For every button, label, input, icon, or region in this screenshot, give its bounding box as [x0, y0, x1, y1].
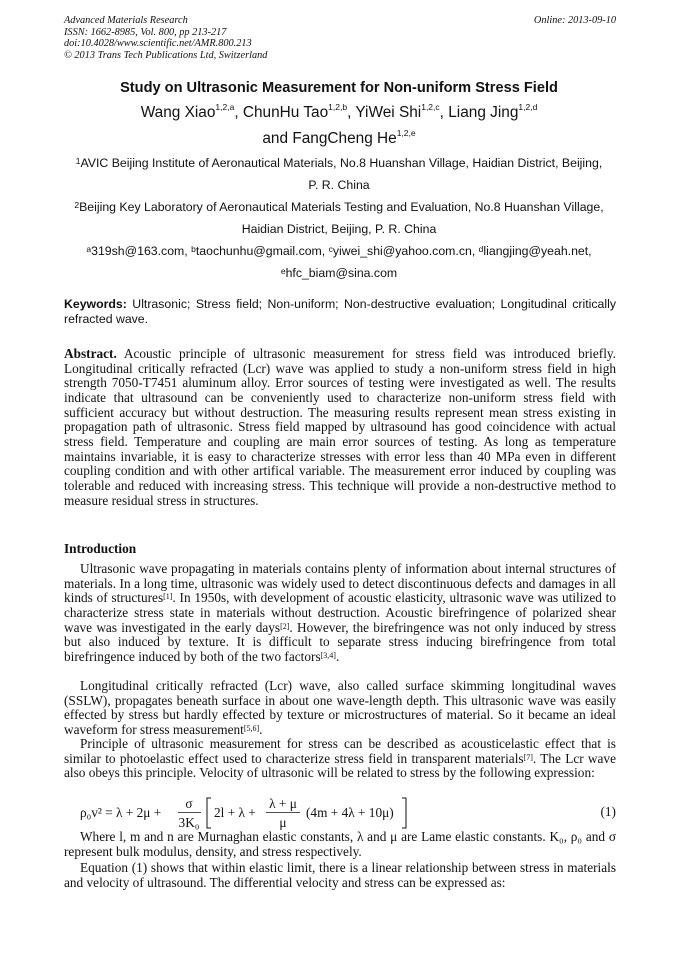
fraction-denominator: 3K₀ [178, 815, 200, 830]
email-address: hfc_biam@sina.com [285, 266, 398, 280]
keywords-block [64, 297, 616, 326]
paper-title: Study on Ultrasonic Measurement for Non-uniform Stress Field [120, 80, 558, 96]
fraction-denominator: μ [279, 815, 287, 830]
abstract-text: Acoustic principle of ultrasonic measurement for stress field was introduced briefly. Longitudinal critically refracted (Lcr) wave was applied to study a non-uniform stress field in high strength 7050-T7451 aluminum alloy. Error sources of testing were investigated as well. The results indicate that ultrasound can be conveniently used to characterize non-uniform stress field with sufficient accuracy but without destruction. The measuring results represent mean stress existing in propagation path of ultrasonic. Stress field mapped by ultrasound has good coincidence with actual stress field. Temperature and coupling are main error sources of testing. As long as temperature maintains invariable, it is easy to characterize stresses with error less than 40 MPa even in different coupling condition and with other artifical variable. The measurement error induced by coupling was tolerable and reduced with increasing stress. This technique will provide a non-destructive method to measure residual stress in structures. [64, 346, 616, 508]
email-sup: e [280, 266, 286, 276]
author-sup: 1,2,e [396, 128, 416, 138]
author-separator: , [234, 104, 243, 121]
author-name: Liang Jing [448, 104, 519, 121]
bracket-term: (4m + 4λ + 10μ) [306, 805, 394, 820]
abstract-block [64, 347, 616, 508]
paragraph-text: . In 1950s, with development of acoustic elasticity, ultrasonic wave was utilized to characterize stress state in materials without destruction. Acoustic birefringence of polarized shear wave was investigated in the early days [64, 590, 616, 635]
affiliation-text: Haidian District, Beijing, P. R. China [241, 222, 437, 236]
author-name: YiWei Shi [355, 104, 422, 121]
equation-body [80, 795, 540, 831]
section-heading: Introduction [64, 541, 137, 556]
paragraph-text: Ultrasonic wave propagating in materials contains plenty of information about internal structures of materials. In a long time, ultrasonic was widely used to detect discontinuous defects and damages in all kinds of structures [64, 561, 616, 606]
author-separator: , [347, 104, 356, 121]
online-date: Online: 2013-09-10 [533, 15, 616, 26]
equation-number: (1) [600, 804, 616, 819]
affiliation-text: AVIC Beijing Institute of Aeronautical Materials, No.8 Huanshan Village, Haidian District, Beijing, [80, 156, 603, 170]
email-sup: d [478, 244, 484, 254]
paragraph-text: . [335, 648, 340, 664]
paragraph-text: Longitudinal critically refracted (Lcr) wave, also called surface skimming longitudinal waves (SSLW), propagates beneath surface in about one wave-length depth. This ultrasonic wave was easily effected by stress but hardly effected by texture or microstructures of material. So it became an ideal waveform for stress measurement [64, 678, 616, 737]
author-sup: 1,2,a [215, 102, 235, 112]
author-sup: 1,2,d [518, 102, 538, 112]
affiliation-sup: 2 [74, 200, 80, 210]
affiliation-sup: 1 [75, 156, 81, 166]
citation-ref: [1] [163, 592, 173, 602]
fraction-numerator: λ + μ [269, 796, 297, 811]
affiliation-text: P. R. China [308, 178, 370, 192]
abstract-label: Abstract. [64, 346, 117, 361]
doi-line: doi:10.4028/www.scientific.net/AMR.800.213 [64, 38, 252, 50]
equation-1 [80, 795, 616, 831]
affiliation-text: Beijing Key Laboratory of Aeronautical Materials Testing and Evaluation, No.8 Huanshan Village, [79, 200, 604, 214]
intro-paragraph-2 [64, 679, 616, 738]
keywords-text: Ultrasonic; Stress field; Non-uniform; Non-destructive evaluation; Longitudinal critically refracted wave. [64, 297, 616, 326]
bracket-term: 2l + λ + [214, 805, 256, 820]
equation-lhs: ρ₀v² = λ + 2μ + [80, 805, 162, 820]
author-sup: 1,2,c [421, 102, 440, 112]
keywords-label: Keywords: [64, 297, 127, 311]
journal-header [64, 15, 616, 61]
citation-ref: [2] [280, 621, 290, 631]
email-list [60, 240, 618, 284]
email-sup: a [86, 244, 92, 254]
citation-ref: [7] [523, 752, 533, 762]
author-name: Wang Xiao [140, 104, 216, 121]
author-name: and FangCheng He [262, 130, 397, 147]
affiliation-1 [60, 152, 618, 196]
email-sup: c [328, 244, 333, 254]
paragraph-text: Principle of ultrasonic measurement for stress can be described as acousticelastic effect that is similar to photoelastic effect used to characterize stress field in transparent materials [64, 736, 616, 766]
paragraph-text: . However, the birefringence was not only induced by stress but also induced by texture. It is difficult to separate stress inducing birefringence from total birefringence induced by both of the two factors [64, 619, 616, 664]
author-sup: 1,2,b [328, 102, 348, 112]
affiliation-2 [60, 196, 618, 240]
paragraph-text: . The Lcr wave also obeys this principle. Velocity of ultrasonic will be related to stress by the following expression: [64, 750, 616, 781]
email-address: yiwei_shi@yahoo.com.cn, [332, 244, 479, 258]
copyright-line: © 2013 Trans Tech Publications Ltd, Switzerland [64, 49, 268, 61]
issn-line: ISSN: 1662-8985, Vol. 800, pp 213-217 [64, 26, 227, 38]
author-line-1 [60, 104, 618, 122]
author-separator: , [439, 104, 449, 121]
citation-ref: [5,6] [243, 723, 260, 733]
author-name: ChunHu Tao [242, 104, 329, 121]
email-address: taochunhu@gmail.com, [195, 244, 329, 258]
intro-paragraph-1 [64, 562, 616, 665]
equation-explanation: Where l, m and n are Murnaghan elastic constants, λ and μ are Lame elastic constants. K₀, ρ₀ and σ represent bulk modulus, density, and stress respectively. [64, 829, 616, 859]
fraction-numerator: σ [185, 796, 193, 811]
author-line-2 [60, 130, 618, 148]
email-address: liangjing@yeah.net, [483, 244, 592, 258]
left-bracket [207, 798, 211, 828]
paragraph-text: . [259, 721, 263, 737]
journal-name: Advanced Materials Research [64, 15, 188, 26]
body-paragraph: Equation (1) shows that within elastic limit, there is a linear relationship between stress in materials and velocity of ultrasound. The differential velocity and stress can be expressed as: [64, 860, 616, 890]
citation-ref: [3,4] [320, 650, 336, 660]
email-address: 319sh@163.com, [91, 244, 192, 258]
email-sup: b [191, 244, 196, 254]
intro-paragraph-3 [64, 737, 616, 781]
right-bracket [402, 798, 406, 828]
